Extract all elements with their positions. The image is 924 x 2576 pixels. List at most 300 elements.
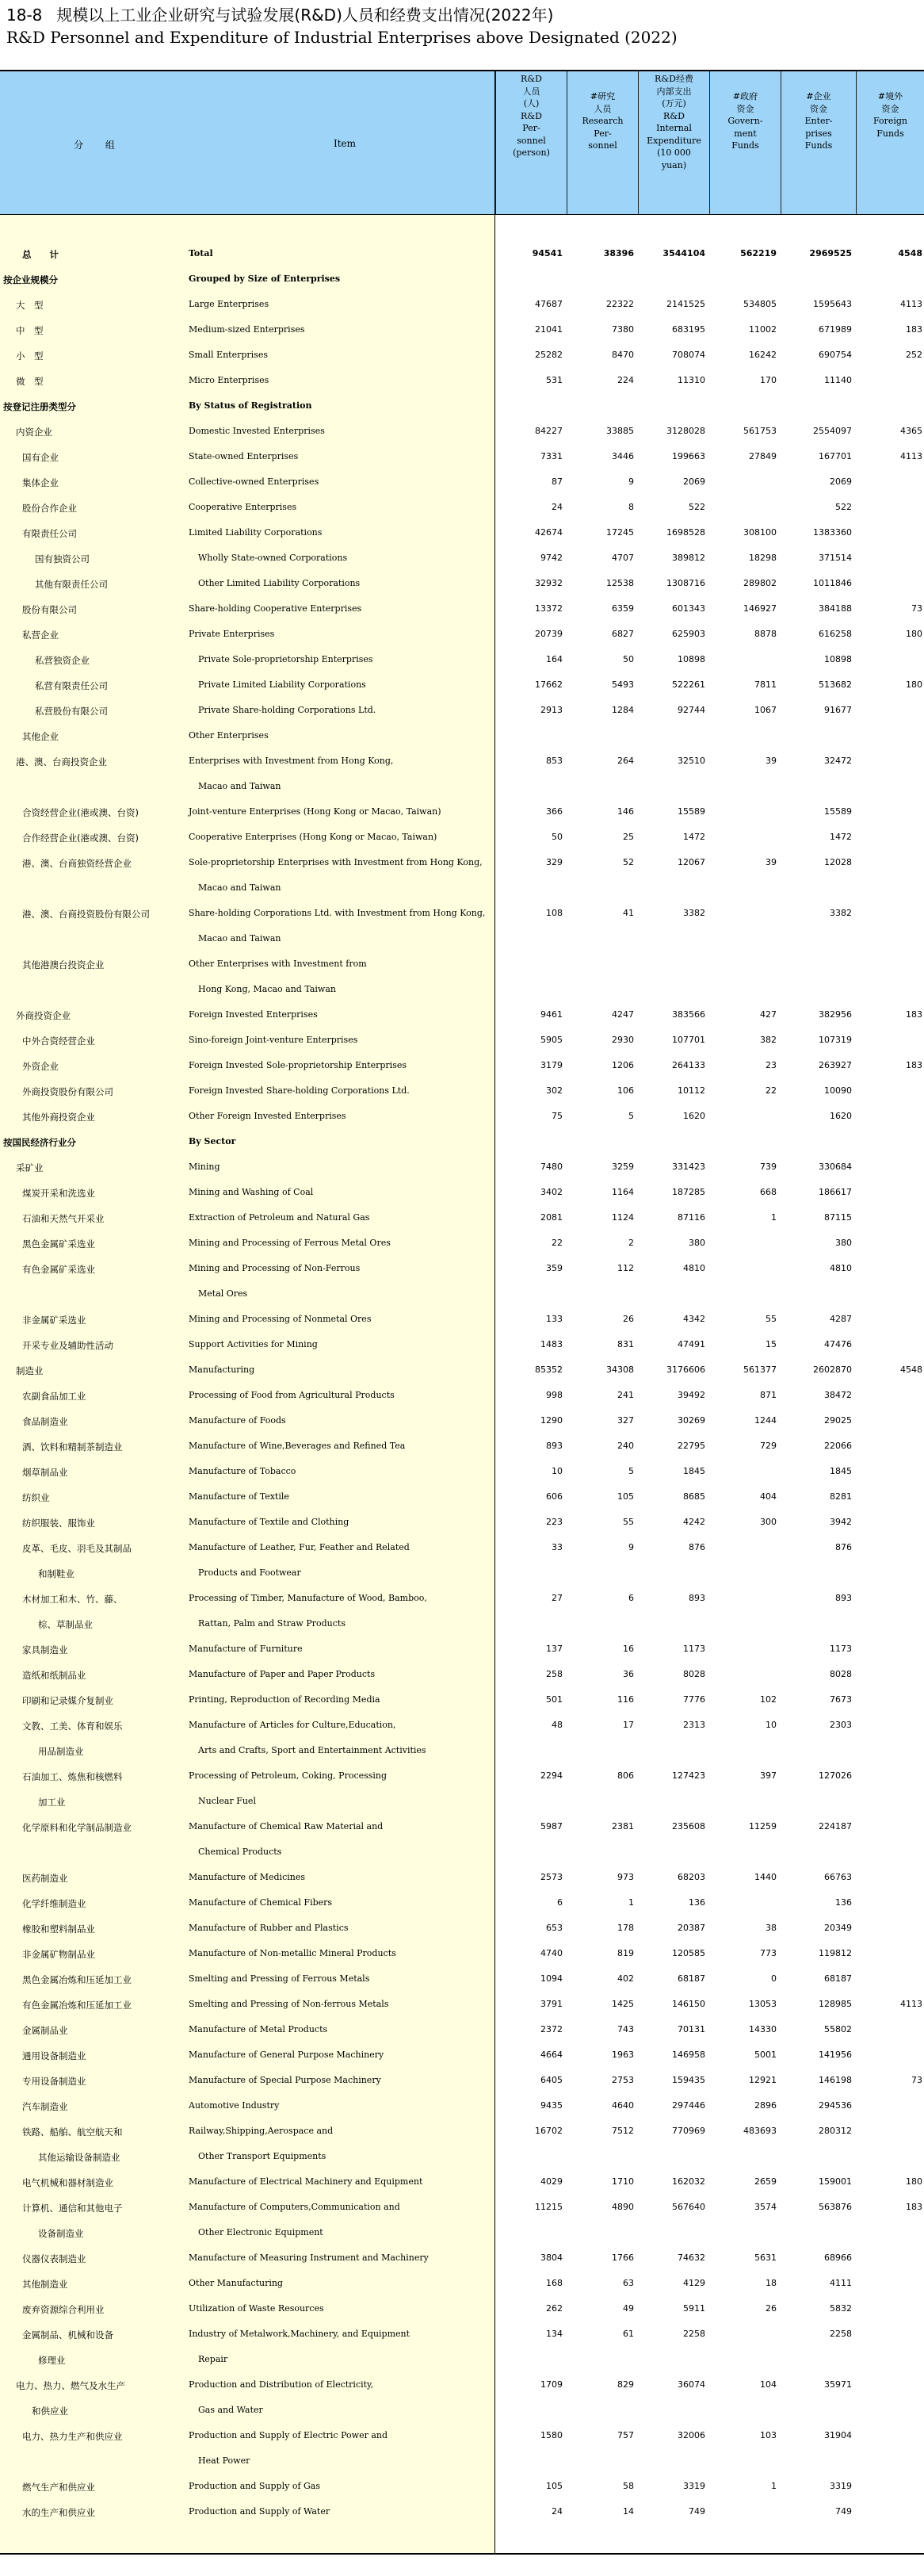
- cell-value-col-2: 241: [617, 1390, 634, 1400]
- cell-value-col-2: 17245: [606, 527, 634, 538]
- cell-value-col-1: 2294: [540, 1770, 563, 1781]
- row-label-zh: 集体企业: [22, 477, 59, 488]
- cell-value-col-2: 6359: [612, 603, 634, 614]
- cell-value-col-3: 522: [689, 502, 705, 512]
- row-label-zh: 木材加工和木、竹、藤、: [22, 1594, 123, 1605]
- row-label-en: Smelting and Pressing of Ferrous Metals: [189, 1973, 370, 1984]
- cell-value-col-5: 186617: [819, 1187, 852, 1197]
- header-column-line: #企业: [806, 91, 831, 101]
- header-column-line: Per-: [594, 128, 612, 139]
- table-title-zh-text: 规模以上工业企业研究与试验发展(R&D)人员和经费支出情况(2022年): [56, 6, 554, 25]
- row-label-en: Support Activities for Mining: [189, 1339, 318, 1349]
- table-row: [0, 672, 924, 698]
- table-row: [0, 1307, 924, 1332]
- row-label-en: Medium-sized Enterprises: [189, 324, 305, 335]
- cell-value-col-1: 531: [546, 375, 563, 385]
- row-label-en: Manufacturing: [189, 1365, 255, 1375]
- cell-value-col-1: 84227: [535, 426, 563, 436]
- cell-value-col-4: 18: [766, 2278, 777, 2288]
- row-label-en-continued: Other Electronic Equipment: [198, 2227, 323, 2237]
- cell-value-col-5: 128985: [819, 1999, 852, 2009]
- cell-value-col-4: 404: [760, 1491, 777, 1502]
- header-column-line: (人): [523, 98, 540, 109]
- cell-value-col-4: 1: [771, 1212, 777, 1223]
- row-label-en: Limited Liability Corporations: [189, 527, 323, 538]
- cell-value-col-4: 1244: [754, 1415, 777, 1426]
- header-column-line: 资金: [881, 103, 899, 114]
- cell-value-col-1: 3804: [540, 2253, 563, 2263]
- cell-value-col-4: 397: [760, 1770, 777, 1781]
- row-label-zh: 专用设备制造业: [22, 2076, 86, 2087]
- row-label-en: Wholly State-owned Corporations: [198, 553, 348, 563]
- row-label-zh: 仪器仪表制造业: [22, 2253, 86, 2264]
- cell-value-col-6: 183: [906, 2202, 922, 2212]
- row-label-en: Manufacture of Rubber and Plastics: [189, 1923, 349, 1933]
- row-label-en-continued: Other Transport Equipments: [198, 2151, 326, 2161]
- row-label-zh: 汽车制造业: [22, 2101, 68, 2112]
- table-row: [0, 1231, 924, 1256]
- cell-value-col-4: 38: [766, 1923, 777, 1933]
- row-label-en: Manufacture of Metal Products: [189, 2024, 328, 2034]
- table-row: [0, 1865, 924, 1890]
- table-row: [0, 951, 924, 1002]
- cell-value-col-2: 25: [623, 832, 634, 842]
- table-row: [0, 825, 924, 850]
- cell-value-col-1: 998: [546, 1390, 563, 1400]
- row-label-en: Utilization of Waste Resources: [189, 2303, 324, 2314]
- cell-value-col-1: 27: [552, 1593, 563, 1603]
- table-title-english: R&D Personnel and Expenditure of Industrial Enterprises above Designated (2022): [6, 28, 678, 47]
- row-label-en: Other Enterprises: [189, 730, 269, 741]
- cell-value-col-6: 4548: [900, 1365, 922, 1375]
- cell-value-col-2: 2930: [612, 1035, 634, 1045]
- cell-value-col-1: 653: [546, 1923, 563, 1933]
- cell-value-col-1: 25282: [535, 350, 563, 360]
- header-column-line: sonnel: [588, 140, 617, 151]
- cell-value-col-3: 1698528: [666, 527, 705, 538]
- cell-value-col-1: 42674: [535, 527, 563, 538]
- cell-value-col-5: 8028: [830, 1669, 852, 1679]
- cell-value-col-4: 103: [760, 2430, 777, 2440]
- cell-value-col-4: 427: [760, 1009, 777, 1020]
- cell-value-col-2: 178: [617, 1923, 634, 1933]
- table-row: [0, 241, 924, 266]
- cell-value-col-1: 24: [552, 2506, 563, 2517]
- cell-value-col-5: 141956: [819, 2050, 852, 2060]
- cell-value-col-5: 2969525: [809, 248, 852, 258]
- row-label-zh: 黑色金属矿采选业: [22, 1238, 95, 1250]
- table-row: [0, 1028, 924, 1053]
- cell-value-col-4: 5631: [754, 2253, 777, 2263]
- header-column-line: ment: [734, 128, 757, 139]
- header-column-line: 人员: [594, 103, 612, 114]
- cell-value-col-3: 136: [689, 1897, 705, 1908]
- cell-value-col-1: 302: [546, 1085, 563, 1096]
- row-label-zh: 造纸和纸制品业: [22, 1670, 86, 1681]
- cell-value-col-6: 73: [911, 2075, 922, 2085]
- row-label-zh: 化学原料和化学制品制造业: [22, 1822, 132, 1833]
- row-label-en: Processing of Petroleum, Coking, Processing: [189, 1770, 388, 1781]
- cell-value-col-5: 280312: [819, 2126, 852, 2136]
- cell-value-col-2: 2: [628, 1238, 634, 1248]
- row-label-zh: 电气机械和器材制造业: [22, 2177, 113, 2188]
- cell-value-col-5: 47476: [824, 1339, 852, 1349]
- row-label-zh: 其他外商投资企业: [22, 1112, 95, 1123]
- cell-value-col-3: 4129: [683, 2278, 705, 2288]
- cell-value-col-2: 3259: [612, 1162, 634, 1172]
- row-label-zh: 电力、热力、燃气及水生产: [16, 2380, 125, 2391]
- row-label-zh: 外商投资企业: [16, 1010, 71, 1021]
- cell-value-col-4: 23: [766, 1060, 777, 1070]
- cell-value-col-5: 87115: [824, 1212, 852, 1223]
- cell-value-col-3: 32006: [678, 2430, 705, 2440]
- row-label-zh: 石油和天然气开采业: [22, 1213, 105, 1224]
- cell-value-col-2: 106: [617, 1085, 634, 1096]
- cell-value-col-1: 21041: [535, 324, 563, 335]
- cell-value-col-5: 522: [835, 502, 852, 512]
- row-label-zh: 化学纤维制造业: [22, 1898, 86, 1909]
- cell-value-col-5: 371514: [819, 553, 852, 563]
- table-row: [0, 1104, 924, 1129]
- cell-value-col-6: 4113: [900, 1999, 922, 2009]
- cell-value-col-1: 16702: [535, 2126, 563, 2136]
- cell-value-col-1: 47687: [535, 299, 563, 309]
- header-column-line: (person): [513, 147, 550, 158]
- row-label-zh: 按企业规模分: [3, 274, 58, 285]
- row-label-en: Processing of Timber, Manufacture of Wood, Bamboo,: [189, 1593, 427, 1603]
- row-label-en: Other Foreign Invested Enterprises: [189, 1111, 346, 1121]
- row-label-en: Manufacture of Textile: [189, 1491, 289, 1502]
- table-row: [0, 1662, 924, 1687]
- row-label-zh: 小 型: [16, 350, 44, 362]
- cell-value-col-1: 2372: [540, 2024, 563, 2034]
- cell-value-col-2: 1124: [612, 1212, 634, 1223]
- bottom-rule: [0, 2553, 924, 2555]
- cell-value-col-3: 331423: [672, 1162, 705, 1172]
- header-column-6: [856, 71, 924, 214]
- cell-value-col-3: 127423: [672, 1770, 705, 1781]
- cell-value-col-2: 52: [623, 857, 634, 867]
- row-label-en: Manufacture of Measuring Instrument and Machinery: [189, 2253, 429, 2263]
- cell-value-col-1: 13372: [535, 603, 563, 614]
- cell-value-col-3: 68203: [678, 1872, 705, 1882]
- row-label-en: Manufacture of Special Purpose Machinery: [189, 2075, 381, 2085]
- cell-value-col-1: 893: [546, 1441, 563, 1451]
- header-column-line: Expenditure: [647, 135, 701, 146]
- cell-value-col-5: 671989: [819, 324, 852, 335]
- cell-value-col-3: 380: [689, 1238, 705, 1248]
- cell-value-col-3: 5911: [683, 2303, 705, 2314]
- cell-value-col-3: 567640: [672, 2202, 705, 2212]
- row-label-zh: 酒、饮料和精制茶制造业: [22, 1441, 123, 1453]
- table-row: [0, 2372, 924, 2423]
- cell-value-col-2: 7512: [612, 2126, 634, 2136]
- cell-value-col-1: 9742: [540, 553, 563, 563]
- cell-value-col-3: 8028: [683, 1669, 705, 1679]
- cell-value-col-5: 294536: [819, 2100, 852, 2111]
- cell-value-col-5: 749: [835, 2506, 852, 2517]
- table-row: [0, 1916, 924, 1941]
- row-label-en: By Sector: [189, 1136, 236, 1146]
- cell-value-col-2: 17: [623, 1720, 634, 1730]
- cell-value-col-3: 749: [689, 2506, 705, 2517]
- cell-value-col-4: 27849: [749, 451, 777, 461]
- cell-value-col-5: 384188: [819, 603, 852, 614]
- cell-value-col-2: 14: [623, 2506, 634, 2517]
- row-label-en: Private Enterprises: [189, 629, 275, 639]
- cell-value-col-1: 94541: [532, 248, 563, 258]
- row-label-en: Private Limited Liability Corporations: [198, 679, 366, 690]
- row-label-en: Manufacture of Tobacco: [189, 1466, 296, 1476]
- header-column-line: Funds: [804, 140, 833, 151]
- row-label-zh: 股份合作企业: [22, 503, 77, 514]
- cell-value-col-2: 116: [617, 1694, 634, 1705]
- cell-value-col-5: 4287: [830, 1314, 852, 1324]
- cell-value-col-3: 708074: [672, 350, 705, 360]
- cell-value-col-5: 127026: [819, 1770, 852, 1781]
- cell-value-col-4: 668: [760, 1187, 777, 1197]
- cell-value-col-1: 168: [546, 2278, 563, 2288]
- cell-value-col-5: 1845: [830, 1466, 852, 1476]
- row-label-zh: 私营企业: [22, 630, 59, 641]
- cell-value-col-5: 2554097: [813, 426, 852, 436]
- cell-value-col-3: 68187: [678, 1973, 705, 1984]
- table-row: [0, 469, 924, 495]
- cell-value-col-4: 16242: [749, 350, 777, 360]
- cell-value-col-4: 382: [760, 1035, 777, 1045]
- cell-value-col-3: 383566: [672, 1009, 705, 1020]
- cell-value-col-1: 85352: [535, 1365, 563, 1375]
- header-column-line: #政府: [732, 91, 758, 101]
- cell-value-col-5: 5832: [830, 2303, 852, 2314]
- cell-value-col-1: 223: [546, 1517, 563, 1527]
- cell-value-col-1: 22: [552, 1238, 563, 1248]
- cell-value-col-3: 1173: [683, 1644, 705, 1654]
- cell-value-col-2: 3446: [612, 451, 634, 461]
- row-label-zh: 医药制造业: [22, 1873, 68, 1884]
- table-row: [0, 2017, 924, 2042]
- cell-value-col-5: 12028: [824, 857, 852, 867]
- row-label-zh: 合资经营企业(港或澳、台资): [22, 807, 139, 818]
- cell-value-col-2: 4247: [612, 1009, 634, 1020]
- header-column-line: Govern-: [727, 116, 763, 126]
- row-label-zh: 其他制造业: [22, 2279, 68, 2290]
- row-label-en: Manufacture of Computers,Communication and: [189, 2202, 400, 2212]
- cell-value-col-5: 2069: [830, 477, 852, 487]
- row-label-zh: 按登记注册类型分: [3, 401, 76, 412]
- row-label-en-continued: Chemical Products: [198, 1847, 282, 1857]
- table-row: [0, 2296, 924, 2321]
- cell-value-col-3: 1620: [683, 1111, 705, 1121]
- table-row: [0, 2068, 924, 2093]
- cell-value-col-5: 263927: [819, 1060, 852, 1070]
- cell-value-col-5: 382956: [819, 1009, 852, 1020]
- cell-value-col-3: 2258: [683, 2329, 705, 2339]
- row-label-en-continued: Rattan, Palm and Straw Products: [198, 1618, 346, 1629]
- cell-value-col-5: 2258: [830, 2329, 852, 2339]
- cell-value-col-6: 180: [906, 2176, 922, 2187]
- cell-value-col-4: 300: [760, 1517, 777, 1527]
- cell-value-col-4: 14330: [749, 2024, 777, 2034]
- table-body: [0, 241, 924, 2524]
- cell-value-col-2: 1963: [612, 2050, 634, 2060]
- cell-value-col-1: 4740: [540, 1948, 563, 1958]
- cell-value-col-2: 1425: [612, 1999, 634, 2009]
- row-label-en: Smelting and Pressing of Non-ferrous Metals: [189, 1999, 389, 2009]
- cell-value-col-3: 199663: [672, 451, 705, 461]
- cell-value-col-2: 49: [623, 2303, 634, 2314]
- header-column-line: Per-: [522, 123, 540, 133]
- table-row: [0, 2474, 924, 2499]
- table-row: [0, 495, 924, 520]
- cell-value-col-4: 0: [771, 1973, 777, 1984]
- row-label-zh: 中外合资经营企业: [22, 1035, 95, 1047]
- cell-value-col-5: 1173: [830, 1644, 852, 1654]
- cell-value-col-2: 8470: [612, 350, 634, 360]
- cell-value-col-2: 34308: [606, 1365, 634, 1375]
- cell-value-col-3: 7776: [683, 1694, 705, 1705]
- cell-value-col-3: 235608: [672, 1821, 705, 1832]
- row-label-en: Joint-venture Enterprises (Hong Kong or Macao, Taiwan): [189, 806, 441, 817]
- cell-value-col-3: 20387: [678, 1923, 705, 1933]
- cell-value-col-1: 24: [552, 502, 563, 512]
- cell-value-col-4: 104: [760, 2379, 777, 2390]
- cell-value-col-1: 3791: [540, 1999, 563, 2009]
- row-label-en: Manufacture of Non-metallic Mineral Products: [189, 1948, 396, 1958]
- table-row: [0, 2271, 924, 2296]
- cell-value-col-3: 70131: [678, 2024, 705, 2034]
- table-row: [0, 1966, 924, 1992]
- cell-value-col-3: 47491: [678, 1339, 705, 1349]
- row-label-en: Mining and Washing of Coal: [189, 1187, 314, 1197]
- table-row: [0, 1535, 924, 1586]
- row-label-en: Total: [189, 248, 213, 258]
- table-row: [0, 545, 924, 571]
- cell-value-col-2: 5: [628, 1111, 634, 1121]
- cell-value-col-6: 4113: [900, 299, 922, 309]
- cell-value-col-5: 224187: [819, 1821, 852, 1832]
- cell-value-col-2: 6: [628, 1593, 634, 1603]
- cell-value-col-1: 258: [546, 1669, 563, 1679]
- row-label-zh: 国有独资公司: [35, 553, 90, 565]
- cell-value-col-3: 146150: [672, 1999, 705, 2009]
- cell-value-col-2: 264: [617, 756, 634, 766]
- cell-value-col-1: 87: [552, 477, 563, 487]
- cell-value-col-5: 91677: [824, 705, 852, 715]
- row-label-zh: 外商投资股份有限公司: [22, 1086, 113, 1097]
- row-label-zh: 其他港澳台投资企业: [22, 959, 105, 970]
- table-row: [0, 596, 924, 622]
- table-row: [0, 2321, 924, 2372]
- table-row: [0, 2042, 924, 2068]
- cell-value-col-1: 105: [546, 2481, 563, 2491]
- header-column-line: Research: [582, 116, 624, 126]
- row-label-zh-continued: 设备制造业: [38, 2228, 84, 2239]
- cell-value-col-3: 36074: [678, 2379, 705, 2390]
- cell-value-col-3: 2141525: [666, 299, 705, 309]
- cell-value-col-5: 159001: [819, 2176, 852, 2187]
- row-label-zh: 水的生产和供应业: [22, 2507, 95, 2518]
- cell-value-col-3: 1308716: [666, 578, 705, 588]
- cell-value-col-3: 297446: [672, 2100, 705, 2111]
- row-label-en-continued: Hong Kong, Macao and Taiwan: [198, 984, 336, 994]
- cell-value-col-4: 11002: [749, 324, 777, 335]
- row-label-en: Other Limited Liability Corporations: [198, 578, 361, 588]
- row-label-zh: 国有企业: [22, 452, 59, 463]
- header-column-4: [709, 71, 781, 214]
- cell-value-col-1: 33: [552, 1542, 563, 1552]
- cell-value-col-2: 1164: [612, 1187, 634, 1197]
- cell-value-col-3: 146958: [672, 2050, 705, 2060]
- row-label-en: Production and Distribution of Electricity,: [189, 2379, 374, 2390]
- cell-value-col-5: 20349: [824, 1923, 852, 1933]
- cell-value-col-1: 4664: [540, 2050, 563, 2060]
- cell-value-col-5: 119812: [819, 1948, 852, 1958]
- cell-value-col-3: 12067: [678, 857, 705, 867]
- cell-value-col-5: 29025: [824, 1415, 852, 1426]
- table-row: [0, 1890, 924, 1916]
- cell-value-col-5: 1595643: [813, 299, 852, 309]
- cell-value-col-3: 4810: [683, 1263, 705, 1273]
- row-label-en-continued: Gas and Water: [198, 2405, 263, 2415]
- cell-value-col-6: 4365: [900, 426, 922, 436]
- table-row: [0, 1332, 924, 1357]
- cell-value-col-4: 170: [760, 375, 777, 385]
- row-label-en: Domestic Invested Enterprises: [189, 426, 325, 436]
- cell-value-col-1: 6405: [540, 2075, 563, 2085]
- cell-value-col-4: 1440: [754, 1872, 777, 1882]
- cell-value-col-5: 55802: [824, 2024, 852, 2034]
- row-label-en: Production and Supply of Water: [189, 2506, 330, 2517]
- cell-value-col-5: 22066: [824, 1441, 852, 1451]
- row-label-zh: 家具制造业: [22, 1644, 68, 1655]
- cell-value-col-4: 13053: [749, 1999, 777, 2009]
- cell-value-col-2: 1: [628, 1897, 634, 1908]
- table-row: [0, 1713, 924, 1763]
- header-column-line: Funds: [731, 140, 759, 151]
- row-label-zh-continued: 其他运输设备制造业: [38, 2152, 120, 2163]
- row-label-en-continued: Macao and Taiwan: [198, 933, 281, 944]
- row-label-en: Manufacture of Textile and Clothing: [189, 1517, 349, 1527]
- row-label-zh: 外资企业: [22, 1061, 59, 1072]
- cell-value-col-3: 10898: [678, 654, 705, 664]
- cell-value-col-1: 133: [546, 1314, 563, 1324]
- cell-value-col-1: 4029: [540, 2176, 563, 2187]
- cell-value-col-2: 757: [617, 2430, 634, 2440]
- table-row: [0, 748, 924, 799]
- row-label-en: Manufacture of Articles for Culture,Education,: [189, 1720, 396, 1730]
- row-label-zh: 港、澳、台商独资经营企业: [22, 858, 132, 869]
- cell-value-col-1: 5987: [540, 1821, 563, 1832]
- cell-value-col-1: 2081: [540, 1212, 563, 1223]
- table-row: [0, 2119, 924, 2169]
- cell-value-col-2: 36: [623, 1669, 634, 1679]
- cell-value-col-1: 9435: [540, 2100, 563, 2111]
- row-label-en: By Status of Registration: [189, 400, 312, 411]
- cell-value-col-5: 3382: [830, 908, 852, 918]
- row-label-zh: 纺织服装、服饰业: [22, 1518, 95, 1529]
- cell-value-col-5: 10090: [824, 1085, 852, 1096]
- header-column-line: (10 000: [657, 147, 691, 158]
- cell-value-col-3: 893: [689, 1593, 705, 1603]
- header-column-line: Enter-: [804, 116, 833, 126]
- cell-value-col-6: 183: [906, 324, 922, 335]
- cell-value-col-3: 32510: [678, 756, 705, 766]
- row-label-en: Foreign Invested Share-holding Corporations Ltd.: [189, 1085, 410, 1096]
- row-label-zh: 微 型: [16, 376, 44, 387]
- cell-value-col-3: 625903: [672, 629, 705, 639]
- cell-value-col-1: 1483: [540, 1339, 563, 1349]
